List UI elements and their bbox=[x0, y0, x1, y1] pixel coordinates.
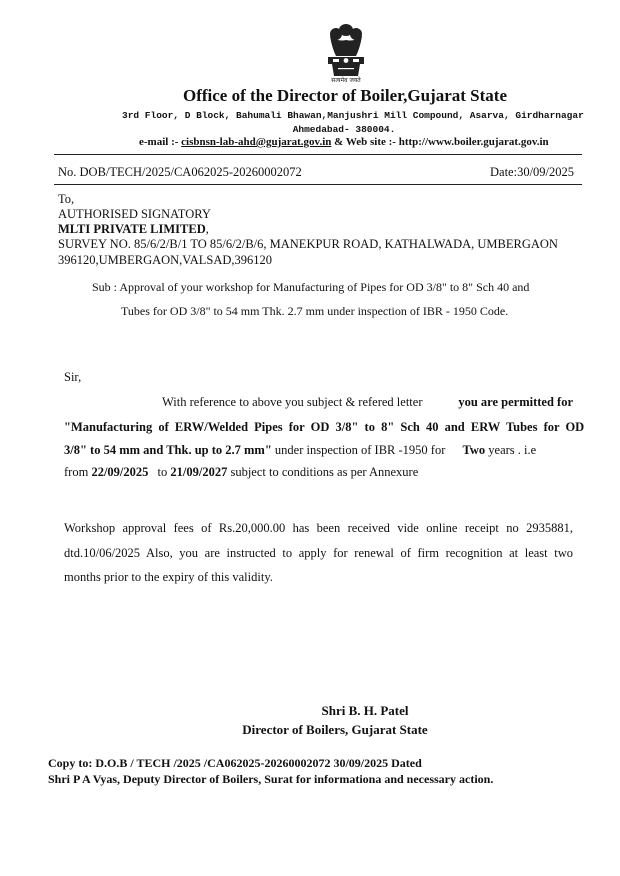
company-suffix: , bbox=[205, 222, 209, 236]
p1-to: to bbox=[157, 465, 168, 479]
signatory-designation: Director of Boilers, Gujarat State bbox=[242, 722, 428, 737]
contact-line bbox=[139, 136, 549, 148]
email-label: e-mail :- bbox=[139, 136, 179, 148]
salutation: Sir, bbox=[64, 370, 82, 384]
subject-line-2: Tubes for OD 3/8" to 54 mm Thk. 2.7 mm under inspection of IBR - 1950 Code. bbox=[121, 304, 509, 318]
recipient-to: To, bbox=[58, 192, 75, 206]
subject-line-1: Sub : Approval of your workshop for Manufacturing of Pipes for OD 3/8" to 8" Sch 40 and bbox=[92, 280, 530, 294]
reference-number: No. DOB/TECH/2025/CA062025-20260002072 bbox=[58, 165, 302, 179]
paragraph-2-line-1: Workshop approval fees of Rs.20,000.00 has been received vide online receipt no 2935881, bbox=[64, 521, 573, 535]
signatory-name: Shri B. H. Patel bbox=[321, 703, 409, 718]
letter-date: Date:30/09/2025 bbox=[490, 165, 575, 179]
address-line-2: Ahmedabad- 380004. bbox=[292, 124, 396, 135]
p1-years: years . i.e bbox=[488, 443, 537, 457]
p1-duration: Two bbox=[462, 443, 486, 457]
header-divider bbox=[54, 154, 582, 155]
address-line-1: 3rd Floor, D Block, Bahumali Bhawan,Manjushri Mill Compound, Asarva, Girdharnagar bbox=[122, 110, 584, 121]
copy-to-line-2: Shri P A Vyas, Deputy Director of Boilers, Surat for informationa and necessary action. bbox=[48, 772, 494, 786]
paragraph-1-line-2: "Manufacturing of ERW/Welded Pipes for OD 3/8" to 8" Sch 40 and ERW Tubes for OD bbox=[64, 420, 585, 434]
recipient-address-line-1: SURVEY NO. 85/6/2/B/1 TO 85/6/2/B/6, MANEKPUR ROAD, KATHALWADA, UMBERGAON bbox=[58, 237, 558, 251]
reference-divider bbox=[54, 184, 582, 185]
p1-permission: you are permitted for bbox=[458, 395, 573, 409]
recipient-designation: AUTHORISED SIGNATORY bbox=[58, 207, 211, 221]
paragraph-1-line-3 bbox=[64, 443, 573, 458]
p1-from: from bbox=[64, 465, 89, 479]
website-label: & Web site :- bbox=[334, 136, 396, 148]
paragraph-2-line-2: dtd.10/06/2025 Also, you are instructed to apply for renewal of firm recognition at least two bbox=[64, 546, 573, 560]
p1-end-date: 21/09/2027 bbox=[170, 465, 228, 479]
recipient-company bbox=[58, 222, 209, 237]
p1-conditions: subject to conditions as per Annexure bbox=[230, 465, 419, 479]
paragraph-1-line-4 bbox=[64, 465, 418, 480]
office-title: Office of the Director of Boiler,Gujarat State bbox=[182, 86, 507, 105]
p1-scope-end: 3/8" to 54 mm and Thk. up to 2.7 mm" bbox=[64, 443, 272, 457]
p1-inspection: under inspection of IBR -1950 for bbox=[274, 443, 446, 457]
p1-start-date: 22/09/2025 bbox=[91, 465, 149, 479]
paragraph-2-line-3: months prior to the expiry of this validity. bbox=[64, 570, 273, 584]
recipient-address-line-2: 396120,UMBERGAON,VALSAD,396120 bbox=[58, 253, 273, 267]
email-link[interactable]: cisbnsn-lab-ahd@gujarat.gov.in bbox=[181, 136, 332, 148]
website-link[interactable]: http://www.boiler.gujarat.gov.in bbox=[398, 136, 549, 148]
ashoka-lion-capital-emblem-icon bbox=[318, 22, 374, 84]
company-name: MLTI PRIVATE LIMITED bbox=[58, 222, 206, 236]
national-motto: सत्यमेव जयते bbox=[331, 77, 361, 84]
paragraph-1-line-1 bbox=[162, 395, 573, 410]
copy-to-line-1: Copy to: D.O.B / TECH /2025 /CA062025-20260002072 30/09/2025 Dated bbox=[48, 756, 422, 770]
p1-intro: With reference to above you subject & refered letter bbox=[162, 395, 423, 409]
